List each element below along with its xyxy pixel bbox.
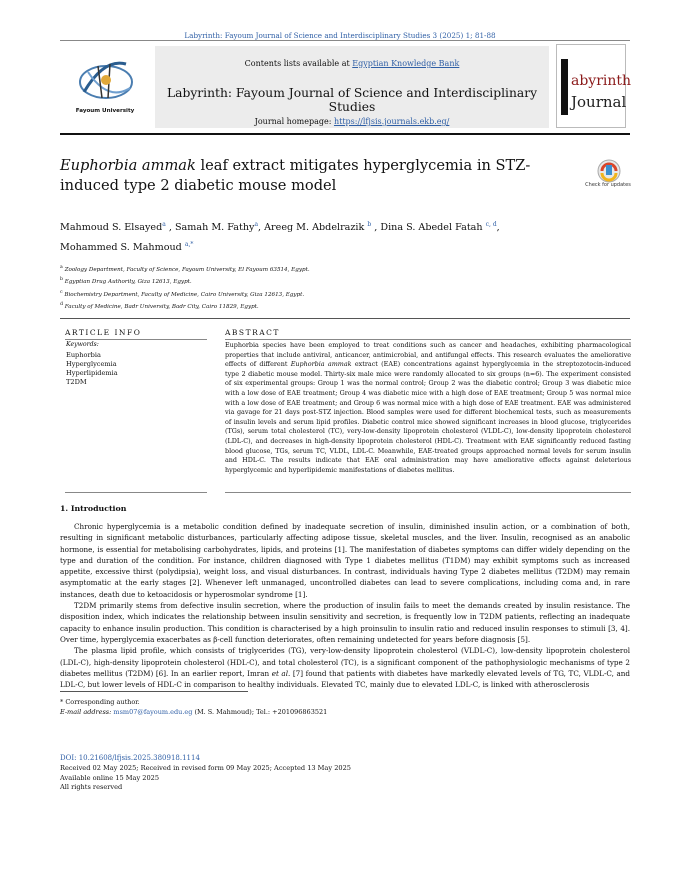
paragraph: T2DM primarily stems from defective insulin secretion, where the production of insulin fails to meet the demands created by insulin resistance. The disposition index, which indicates the relationship between insulin sensitivity and secretion, is frequently low in T2DM patients, reflecting an inadequate capacity to enhance insulin production. This condition is characterised by a high proinsulin to insulin ratio and reduced insulin responses to stimuli [3, 4]. Over time, hyperglycemia exacerbates as β-cell function deteriorates, often remaining undetected for years before diagnosis [5]. (60, 601, 630, 644)
article-dates (60, 764, 351, 793)
keyword: T2DM (66, 378, 87, 386)
corresponding-author-note: * Corresponding author. (60, 698, 140, 706)
introduction-body (60, 521, 630, 690)
footnote-rule (60, 691, 248, 692)
article-info-bottom-rule (65, 492, 207, 493)
contents-prefix: Contents lists available at (244, 59, 350, 68)
left-logo-caption: Fayoum University (75, 108, 135, 114)
author[interactable]: Areeg M. Abdelrazik (264, 222, 365, 234)
abstract-text: Euphorbia species have been employed to treat conditions such as cancer and headaches, exhibiting pharmacological properties that include antiviral, anticancer, antimicrobial, and antifungal effects. This research evaluates the ameliorative effects of different Euphorbia ammak extract (EAE) concentrations against hyperglycemia in the streptozotocin-induced type 2 diabetic mouse model. Thirty-six male mice were randomly allocated to six groups (n=6). The experiment consisted of six experimental groups: Group 1 was the normal control; Group 2 was the diabetic control; Group 3 was diabetic mice with a low dose of EAE treatment; Group 4 was diabetic mice with a high dose of EAE treatment; Group 5 was normal mice with a low dose of EAE treatment; and Group 6 was normal mice with a high dose of EAE treatment. EAE was administered via gavage for 21 days post-STZ injection. Blood samples were used for different biochemical tests, such as measurements of insulin levels and serum lipid profiles. Diabetic control mice showed significant increases in blood glucose, triglycerides (TGs), serum total cholesterol (TC), very-low-density lipoprotein cholesterol (VLDL-C), low-density lipoprotein cholesterol (LDL-C), and decreases in high-density lipoprotein cholesterol (HDL-C). Treatment with EAE significantly reduced fasting blood glucose, TGs, serum TC, VLDL, LDL-C. Meanwhile, EAE-treated groups approached normal levels for serum insulin and HDL-C. The results indicate that EAE oral administration may have ameliorative effects against deleterious hyperglycemic and hyperlipidemic manifestations of diabetes mellitus. (225, 341, 631, 474)
email-line: E-mail address: msm07@fayoum.edu.eg (M. S. Mahmoud); Tel.: +201096863521 (60, 707, 328, 716)
homepage-prefix: Journal homepage: (254, 117, 332, 126)
check-for-updates-label: Check for updates (585, 182, 631, 188)
author-list: Mahmoud S. Elsayed$^a$ , Samah M. Fathy$^a$, Areeg M. Abdelrazik $^b$ , Dina S. Abedel Fatah $^{c, d}$, Mohammed S. Mahmoud $^{a,*}$ (60, 221, 500, 254)
keyword: Hyperglycemia (66, 360, 117, 368)
title-italic: Euphorbia ammak (60, 157, 196, 174)
author[interactable]: Mohammed S. Mahmoud (60, 242, 182, 254)
affiliation: $^c$ Biochemistry Department, Faculty of Medicine, Cairo University, Giza 12613, Egypt. (60, 289, 305, 298)
paragraph: Chronic hyperglycemia is a metabolic condition defined by inadequate secretion of insulin, diminished insulin action, or a combination of both, resulting in significant metabolic disturbances, particularly affecting adipose tissue, skeletal muscles, and the liver. Insulin, recognised as an anabolic hormone, is essential for metabolising carbohydrates, lipids, and proteins [1]. The manifestation of diabetes symptoms can differ widely depending on the type and duration of the condition. For instance, children diagnosed with Type 1 diabetes mellitus (T1DM) may exhibit symptoms such as increased appetite, excessive thirst (polydipsia), weight loss, and visual disturbances. In contrast, individuals having Type 2 diabetes mellitus (T2DM) may remain asymptomatic at the early stages [2]. Whenever left unmanaged, uncontrolled diabetes can lead to severe complications, including coma and, in rare instances, death due to ketoacidosis or hyperosmolar syndrome [1]. (60, 522, 630, 599)
author[interactable]: Dina S. Abedel Fatah (380, 222, 483, 234)
abstract-rule (225, 339, 631, 340)
author-affil-sup: b (367, 221, 372, 228)
email-link[interactable]: msm07@fayoum.edu.eg (113, 707, 193, 716)
author-affil-sup: a,* (184, 241, 194, 249)
paper-title (60, 156, 580, 196)
homepage-link[interactable]: https://lfjsis.journals.ekb.eg/ (333, 117, 450, 126)
paragraph: The plasma lipid profile, which consists of triglycerides (TG), very-low-density lipoprotein cholesterol (VLDL-C), low-density lipoprotein cholesterol (LDL-C), high-density lipoprotein cholesterol (HDL-C), and total cholesterol (TC), is a significant component of the pathophysiologic mechanisms of type 2 diabetes mellitus (T2DM) [6]. In an earlier report, Imran et al. [7] found that patients with diabetes have markedly elevated levels of TG, TC, VLDL-C, and LDL-C, but lower levels of HDL-C in comparison to healthy individuals. Elevated TC, mainly due to elevated LDL-C, is linked with atherosclerosis (60, 646, 630, 690)
ekb-link[interactable]: Egyptian Knowledge Bank (352, 59, 460, 68)
author-affil-sup: c, d (485, 221, 497, 228)
journal-title: Labyrinth: Fayoum Journal of Science and Interdisciplinary Studies (166, 86, 538, 114)
introduction-heading: 1. Introduction (60, 504, 127, 513)
author-affil-sup: a (254, 221, 259, 228)
section-divider (60, 318, 630, 319)
svg-text:Journal: Journal (571, 93, 627, 111)
labyrinth-journal-logo (556, 44, 632, 128)
keywords-label: Keywords: (66, 341, 99, 348)
affiliations (60, 263, 560, 312)
affiliation: $^b$ Egyptian Drug Authority, Giza 12613, Egypt. (60, 277, 192, 286)
svg-text:abyrinth: abyrinth (571, 73, 632, 89)
contents-line (155, 59, 549, 68)
title-rest: leaf extract mitigates hyperglycemia in STZ-induced type 2 diabetic mouse model (60, 157, 531, 194)
received-line: Received 02 May 2025; Received in revised form 09 May 2025; Accepted 13 May 2025 (60, 764, 351, 772)
author[interactable]: Samah M. Fathy (174, 222, 255, 234)
keyword: Hyperlipidemia (66, 369, 118, 377)
doi-link[interactable]: DOI: 10.21608/lfjsis.2025.380918.1114 (60, 754, 200, 762)
abstract-heading: ABSTRACT (225, 328, 280, 337)
masthead-bottom-rule (60, 133, 630, 135)
affiliation: $^d$ Faculty of Medicine, Badr University, Badr City, Cairo 11829, Egypt. (60, 302, 259, 310)
keyword: Euphorbia (66, 351, 101, 359)
rights-line: All rights reserved (60, 783, 123, 792)
article-info-rule (65, 339, 207, 340)
article-info-heading: ARTICLE INFO (65, 328, 142, 337)
author[interactable]: Mahmoud S. Elsayed (60, 222, 163, 234)
author-affil-sup: a (162, 221, 166, 228)
top-rule (60, 40, 630, 41)
footnote (60, 698, 630, 717)
keywords-list (66, 351, 118, 387)
check-for-updates-badge[interactable] (587, 158, 631, 204)
affiliation: $^a$ Zoology Department, Faculty of Science, Fayoum University, El Fayoum 63514, Egypt. (60, 265, 310, 273)
abstract-bottom-rule (225, 492, 631, 493)
running-header: Labyrinth: Fayoum Journal of Science and Interdisciplinary Studies 3 (2025) 1; 81-88 (184, 31, 496, 40)
homepage-line (155, 117, 549, 126)
available-line: Available online 15 May 2025 (60, 773, 160, 782)
